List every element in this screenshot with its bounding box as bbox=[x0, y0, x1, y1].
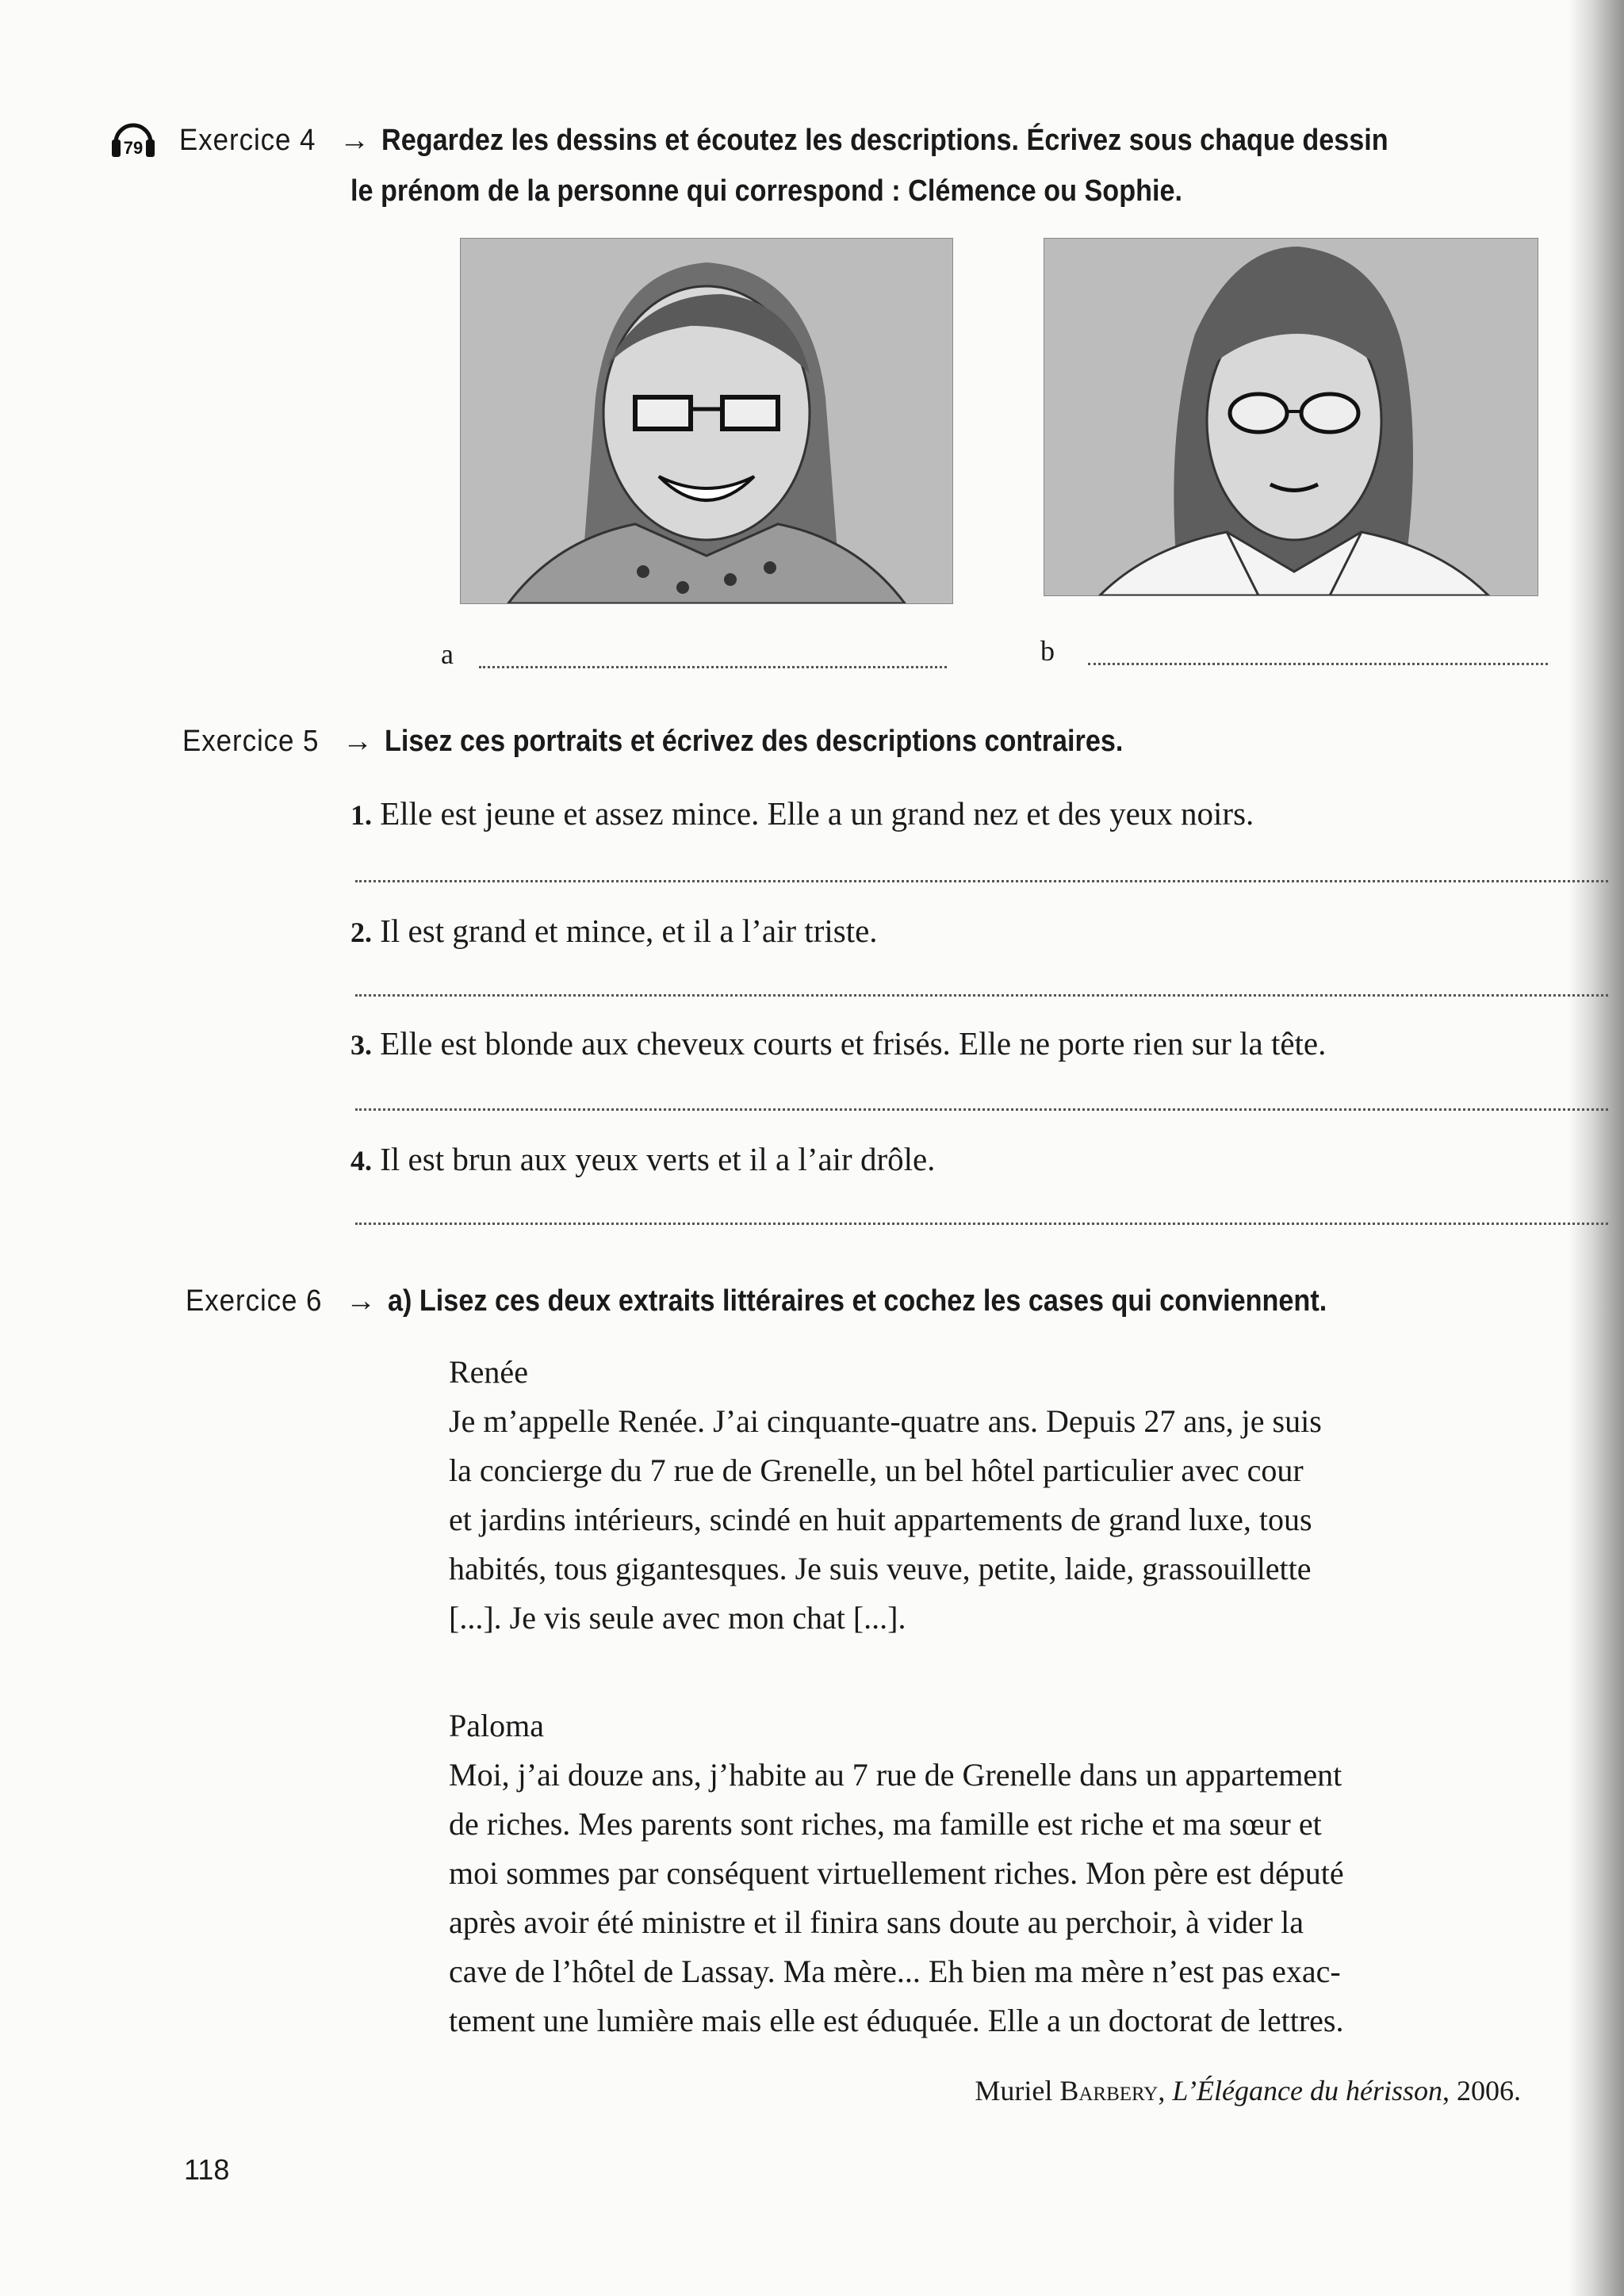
citation-source: Muriel Barbery, L’Élégance du hérisson, 2006. bbox=[975, 2075, 1521, 2107]
extract-title: Paloma bbox=[449, 1708, 544, 1743]
audio-track-number: 79 bbox=[123, 138, 144, 158]
item-text: Il est brun aux yeux verts et il a l’air drôle. bbox=[380, 1141, 936, 1177]
exercise4-header bbox=[179, 119, 1500, 162]
exercise4-instruction-line2: le prénom de la personne qui correspond : Clémence ou Sophie. bbox=[350, 174, 1183, 208]
exercise5-item-3 bbox=[350, 1021, 1326, 1067]
exercise6-header bbox=[186, 1280, 1431, 1322]
caption-b: b bbox=[1040, 635, 1055, 667]
literary-extract-paloma bbox=[449, 1701, 1559, 2045]
exercise4-instruction-line1: Regardez les dessins et écoutez les descriptions. Écrivez sous chaque dessin bbox=[381, 124, 1388, 157]
caption-a: a bbox=[441, 638, 454, 670]
item-text: Elle est jeune et assez mince. Elle a un grand nez et des yeux noirs. bbox=[380, 795, 1254, 832]
answer-line-1[interactable] bbox=[355, 880, 1608, 882]
exercise5-label: Exercice 5 bbox=[182, 725, 320, 758]
item-text: Elle est blonde aux cheveux courts et frisés. Elle ne porte rien sur la tête. bbox=[380, 1025, 1327, 1062]
answer-line-3[interactable] bbox=[355, 1108, 1608, 1111]
arrow-icon: → bbox=[339, 124, 370, 157]
answer-line-a[interactable] bbox=[479, 666, 947, 668]
exercise4-header-line2 bbox=[350, 170, 1275, 212]
exercise5-item-1 bbox=[350, 791, 1254, 837]
answer-line-b[interactable] bbox=[1088, 663, 1548, 665]
arrow-icon: → bbox=[342, 725, 373, 758]
item-number: 4. bbox=[350, 1145, 372, 1177]
exercise5-item-2 bbox=[350, 909, 878, 955]
item-number: 1. bbox=[350, 799, 372, 831]
book-title: L’Élégance du hérisson bbox=[1172, 2075, 1442, 2107]
exercise6-label: Exercice 6 bbox=[186, 1284, 323, 1318]
answer-line-4[interactable] bbox=[355, 1223, 1608, 1225]
extract-title: Renée bbox=[449, 1354, 528, 1390]
extract-line: Moi, j’ai douze ans, j’habite au 7 rue de Grenelle dans un appartement bbox=[449, 1757, 1342, 1793]
extract-line: et jardins intérieurs, scindé en huit appartements de grand luxe, tous bbox=[449, 1502, 1312, 1537]
item-number: 3. bbox=[350, 1029, 372, 1061]
page-number: 118 bbox=[184, 2153, 230, 2186]
item-number: 2. bbox=[350, 916, 372, 948]
answer-line-2[interactable] bbox=[355, 994, 1608, 997]
item-text: Il est grand et mince, et il a l’air triste. bbox=[380, 913, 878, 949]
portrait-drawing-b bbox=[1044, 238, 1538, 596]
headphones-audio-icon bbox=[109, 116, 157, 163]
extract-line: la concierge du 7 rue de Grenelle, un bel hôtel particulier avec cour bbox=[449, 1452, 1304, 1488]
extract-line: [...]. Je vis seule avec mon chat [...]. bbox=[449, 1600, 906, 1636]
portrait-drawing-a bbox=[460, 238, 953, 604]
woman-curly-hair-glasses-illustration bbox=[1044, 239, 1538, 595]
publication-year: 2006. bbox=[1457, 2075, 1521, 2107]
exercise5-header bbox=[182, 720, 1205, 763]
extract-line: après avoir été ministre et il finira sans doute au perchoir, à vider la bbox=[449, 1904, 1304, 1940]
literary-extract-renee bbox=[449, 1348, 1559, 1643]
exercise5-instruction: Lisez ces portraits et écrivez des descriptions contraires. bbox=[384, 725, 1123, 758]
extract-line: cave de l’hôtel de Lassay. Ma mère... Eh bien ma mère n’est pas exac- bbox=[449, 1954, 1341, 1989]
extract-line: de riches. Mes parents sont riches, ma famille est riche et ma sœur et bbox=[449, 1806, 1322, 1842]
page-binding-shadow bbox=[1568, 0, 1624, 2296]
extract-line: moi sommes par conséquent virtuellement riches. Mon père est député bbox=[449, 1855, 1344, 1891]
arrow-icon: → bbox=[345, 1284, 376, 1318]
woman-long-hair-glasses-illustration bbox=[461, 239, 952, 603]
extract-line: Je m’appelle Renée. J’ai cinquante-quatre ans. Depuis 27 ans, je suis bbox=[449, 1403, 1322, 1439]
extract-line: habités, tous gigantesques. Je suis veuve, petite, laide, grassouillette bbox=[449, 1551, 1312, 1586]
author-last-name: Barbery bbox=[1059, 2075, 1159, 2107]
exercise5-item-4 bbox=[350, 1137, 935, 1183]
exercise6-instruction: a) Lisez ces deux extraits littéraires et cochez les cases qui conviennent. bbox=[387, 1284, 1327, 1318]
exercise4-label: Exercice 4 bbox=[179, 124, 316, 157]
extract-line: tement une lumière mais elle est éduquée. Elle a un doctorat de lettres. bbox=[449, 2003, 1344, 2038]
author-first-name: Muriel bbox=[975, 2075, 1053, 2107]
